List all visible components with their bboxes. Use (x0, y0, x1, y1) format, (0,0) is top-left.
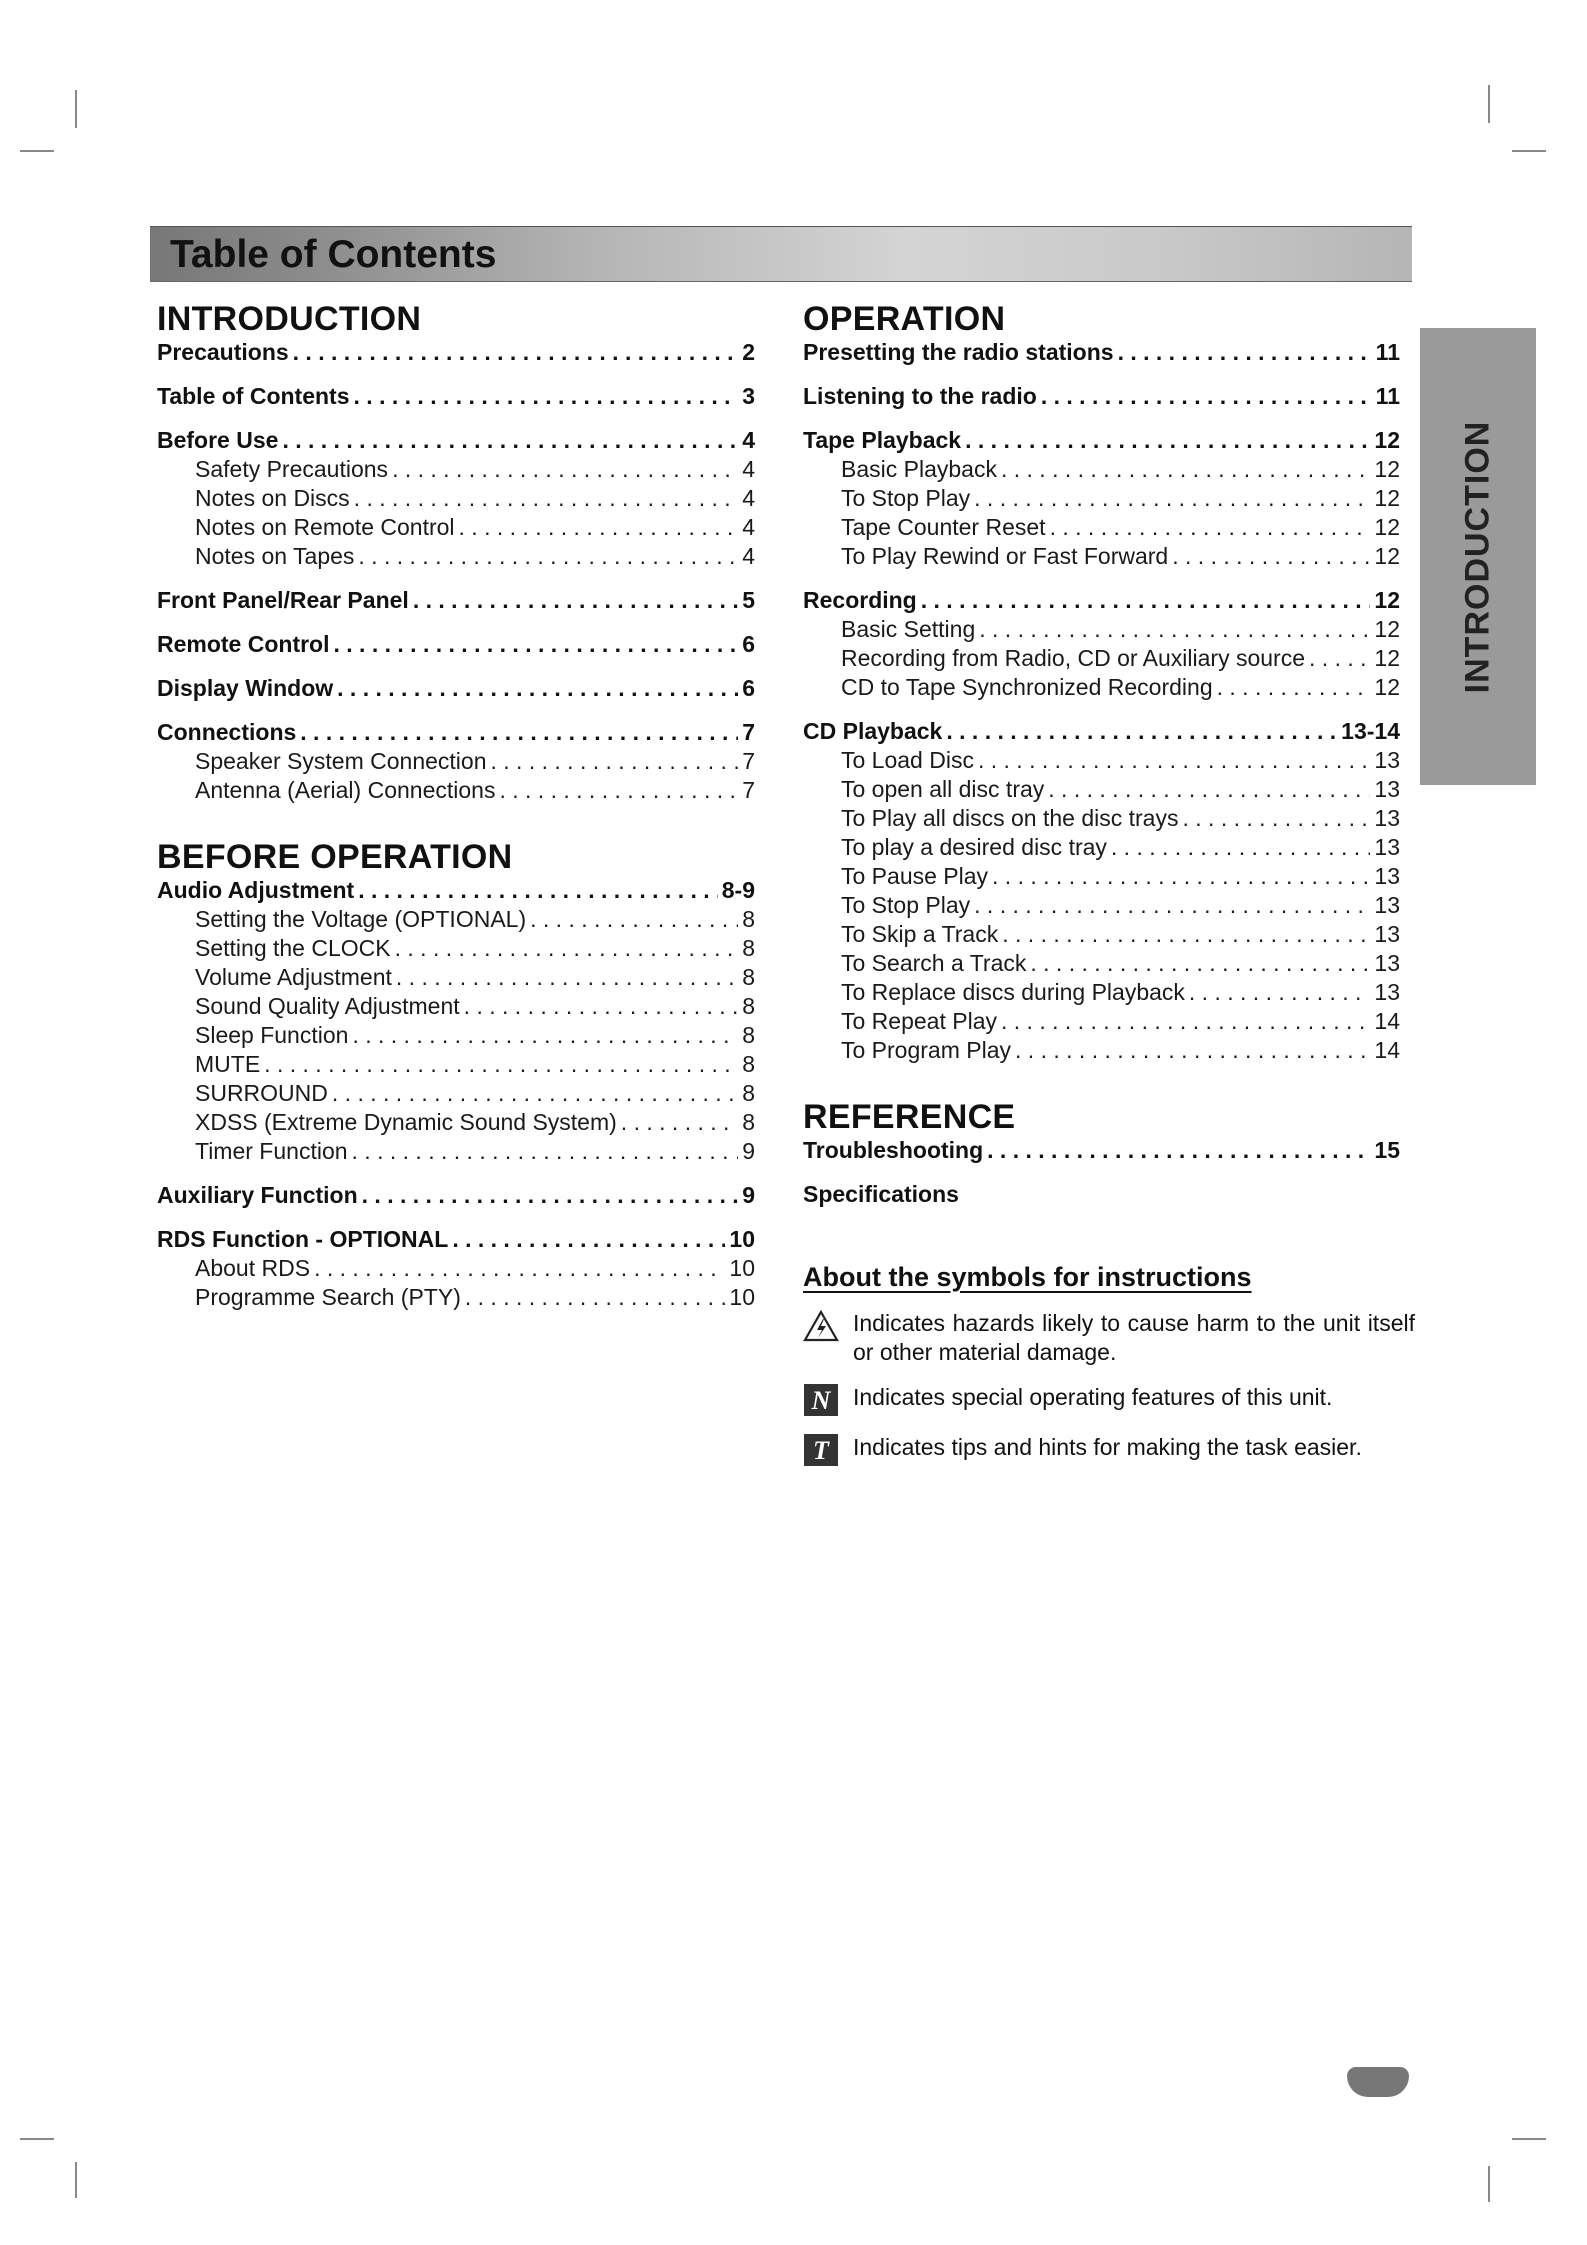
entry-label: Precautions (157, 339, 289, 365)
entry-page-number: 11 (1375, 383, 1400, 409)
dot-leader (452, 1226, 725, 1253)
toc-subentry[interactable] (157, 1022, 755, 1051)
toc-subentry[interactable] (157, 485, 755, 514)
entry-label: To Stop Play (841, 892, 971, 918)
page-number-tab (1347, 2067, 1409, 2097)
tip-icon (803, 1433, 839, 1467)
entry-page-number: 4 (742, 543, 755, 569)
entry-page-number: 5 (742, 587, 755, 613)
toc-subentry[interactable] (157, 993, 755, 1022)
dot-leader (464, 993, 739, 1020)
entry-page-number: 4 (742, 427, 755, 453)
entry-label: Notes on Remote Control (195, 514, 455, 540)
entry-label: To Play Rewind or Fast Forward (841, 543, 1169, 569)
section-spacer (803, 1066, 1400, 1098)
toc-subentry[interactable] (157, 906, 755, 935)
toc-subentry[interactable] (157, 935, 755, 964)
entry-label: Auxiliary Function (157, 1182, 358, 1208)
dot-leader (1002, 921, 1370, 948)
entry-page-number: 8 (742, 935, 755, 961)
entry-label: To Load Disc (841, 747, 974, 773)
entry-label: Table of Contents (157, 383, 350, 409)
entry-page-number: 10 (729, 1284, 755, 1310)
entry-page-number: 13 (1374, 747, 1400, 773)
entry-page-number: 6 (742, 631, 755, 657)
crop-mark (75, 2162, 77, 2198)
warning-triangle-icon (803, 1309, 839, 1343)
toc-subentry[interactable] (803, 1008, 1400, 1037)
toc-entry[interactable] (157, 427, 755, 456)
entry-label: Connections (157, 719, 297, 745)
toc-list (803, 1137, 1400, 1210)
entry-label: To Search a Track (841, 950, 1027, 976)
entry-page-number: 11 (1375, 339, 1400, 365)
toc-subentry[interactable] (157, 514, 755, 543)
toc-subentry[interactable] (157, 1284, 755, 1313)
symbol-row (803, 1383, 1415, 1417)
page-title: Table of Contents (170, 233, 497, 276)
dot-leader (921, 587, 1371, 614)
entry-page-number: 12 (1374, 456, 1400, 482)
entry-spacer (157, 412, 755, 427)
dot-leader (352, 1022, 738, 1049)
toc-entry[interactable] (803, 1137, 1400, 1166)
dot-leader (395, 935, 739, 962)
crop-mark (1512, 2138, 1546, 2140)
entry-label: Recording from Radio, CD or Auxiliary source (841, 645, 1306, 671)
dot-leader (354, 383, 739, 410)
entry-label: To Repeat Play (841, 1008, 997, 1034)
section-heading: OPERATION (803, 300, 1006, 338)
entry-label: Audio Adjustment (157, 877, 355, 903)
dot-leader (337, 675, 738, 702)
dot-leader (358, 877, 718, 904)
entry-label: Timer Function (195, 1138, 348, 1164)
entry-label: Basic Playback (841, 456, 997, 482)
entry-page-number: 2 (742, 339, 755, 365)
toc-subentry[interactable] (803, 747, 1400, 776)
entry-page-number: 8 (742, 1109, 755, 1135)
entry-label: Display Window (157, 675, 334, 701)
toc-entry[interactable] (157, 631, 755, 660)
entry-page-number: 13 (1374, 834, 1400, 860)
symbol-description: Indicates tips and hints for making the task easier. (853, 1434, 1362, 1460)
entry-spacer (157, 368, 755, 383)
entry-page-number: 10 (729, 1226, 755, 1252)
entry-label: Setting the CLOCK (195, 935, 391, 961)
dot-leader (293, 339, 739, 366)
dot-leader (1001, 456, 1370, 483)
toc-subentry[interactable] (803, 805, 1400, 834)
toc-subentry[interactable] (157, 1109, 755, 1138)
entry-page-number: 14 (1374, 1037, 1400, 1063)
entry-label: Speaker System Connection (195, 748, 487, 774)
toc-subentry[interactable] (803, 1037, 1400, 1066)
toc-subentry[interactable] (157, 964, 755, 993)
dot-leader (1111, 834, 1371, 861)
dot-leader (987, 1137, 1370, 1164)
toc-entry[interactable] (157, 339, 755, 368)
section-spacer (157, 806, 755, 838)
entry-spacer (803, 572, 1400, 587)
dot-leader (1001, 1008, 1370, 1035)
toc-entry[interactable] (803, 1181, 1400, 1210)
dot-leader (1217, 674, 1371, 701)
entry-page-number: 10 (729, 1255, 755, 1281)
dot-leader (1041, 383, 1372, 410)
dot-leader (1015, 1037, 1370, 1064)
entry-page-number: 8 (742, 993, 755, 1019)
entry-page-number: 8 (742, 964, 755, 990)
entry-label: SURROUND (195, 1080, 328, 1106)
entry-spacer (157, 660, 755, 675)
entry-page-number: 13 (1374, 805, 1400, 831)
toc-entry[interactable] (803, 383, 1400, 412)
svg-text:N: N (811, 1386, 831, 1415)
entry-page-number: 8 (742, 1080, 755, 1106)
note-icon (803, 1383, 839, 1417)
entry-page-number: 8 (742, 1022, 755, 1048)
entry-label: Sound Quality Adjustment (195, 993, 460, 1019)
section-heading: BEFORE OPERATION (157, 838, 513, 876)
toc-subentry[interactable] (803, 979, 1400, 1008)
entry-label: To Stop Play (841, 485, 971, 511)
crop-mark (20, 2138, 54, 2140)
dot-leader (530, 906, 738, 933)
entry-page-number: 12 (1374, 616, 1400, 642)
entry-page-number: 13 (1374, 921, 1400, 947)
toc-entry[interactable] (157, 1182, 755, 1211)
entry-page-number: 13 (1374, 892, 1400, 918)
entry-label: Safety Precautions (195, 456, 389, 482)
symbol-description: Indicates special operating features of this unit. (853, 1384, 1333, 1410)
toc-subentry[interactable] (157, 1138, 755, 1167)
dot-leader (946, 718, 1337, 745)
entry-page-number: 7 (742, 777, 755, 803)
toc-subentry[interactable] (157, 748, 755, 777)
toc-subentry[interactable] (803, 616, 1400, 645)
crop-mark (20, 150, 54, 152)
entry-label: To play a desired disc tray (841, 834, 1107, 860)
entry-page-number: 6 (742, 675, 755, 701)
entry-page-number: 12 (1374, 427, 1400, 453)
toc-subentry[interactable] (803, 485, 1400, 514)
dot-leader (1118, 339, 1372, 366)
entry-label: Front Panel/Rear Panel (157, 587, 409, 613)
entry-page-number: 15 (1374, 1137, 1400, 1163)
toc-subentry[interactable] (803, 456, 1400, 485)
entry-label: Notes on Tapes (195, 543, 355, 569)
entry-page-number: 9 (742, 1182, 755, 1208)
entry-label: CD to Tape Synchronized Recording (841, 674, 1213, 700)
entry-spacer (803, 368, 1400, 383)
dot-leader (465, 1284, 726, 1311)
toc-subentry[interactable] (803, 543, 1400, 572)
entry-page-number: 13 (1374, 776, 1400, 802)
dot-leader (491, 748, 739, 775)
dot-leader (282, 427, 738, 454)
dot-leader (362, 1182, 739, 1209)
dot-leader (300, 719, 738, 746)
symbol-row (803, 1433, 1415, 1467)
toc-subentry[interactable] (157, 1255, 755, 1284)
entry-label: To Program Play (841, 1037, 1012, 1063)
entry-label: To open all disc tray (841, 776, 1045, 802)
entry-page-number: 12 (1374, 543, 1400, 569)
entry-label: Setting the Voltage (OPTIONAL) (195, 906, 527, 932)
toc-subentry[interactable] (157, 777, 755, 806)
toc-subentry[interactable] (803, 674, 1400, 703)
toc-subentry[interactable] (803, 892, 1400, 921)
entry-page-number: 12 (1374, 485, 1400, 511)
entry-spacer (803, 703, 1400, 718)
entry-page-number: 4 (742, 456, 755, 482)
symbols-heading: About the symbols for instructions (803, 1262, 1252, 1292)
entry-spacer (157, 1167, 755, 1182)
entry-page-number: 7 (742, 719, 755, 745)
dot-leader (334, 631, 739, 658)
entry-label: Recording (803, 587, 917, 613)
entry-page-number: 7 (742, 748, 755, 774)
entry-label: To Pause Play (841, 863, 989, 889)
entry-page-number: 13 (1374, 979, 1400, 1005)
title-bar (150, 226, 1412, 282)
toc-list (803, 339, 1400, 1066)
dot-leader (396, 964, 738, 991)
toc-subentry[interactable] (157, 1051, 755, 1080)
entry-page-number: 13 (1374, 950, 1400, 976)
svg-text:T: T (813, 1436, 829, 1465)
toc-subentry[interactable] (157, 1080, 755, 1109)
toc-entry[interactable] (803, 718, 1400, 747)
toc-list (157, 877, 755, 1313)
entry-page-number: 4 (742, 514, 755, 540)
dot-leader (974, 892, 1370, 919)
dot-leader (332, 1080, 738, 1107)
toc-entry[interactable] (157, 675, 755, 704)
entry-spacer (157, 704, 755, 719)
entry-label: MUTE (195, 1051, 261, 1077)
entry-label: Listening to the radio (803, 383, 1037, 409)
entry-spacer (157, 572, 755, 587)
entry-label: Antenna (Aerial) Connections (195, 777, 496, 803)
entry-label: XDSS (Extreme Dynamic Sound System) (195, 1109, 617, 1135)
entry-spacer (803, 1166, 1400, 1181)
dot-leader (1048, 776, 1370, 803)
toc-subentry[interactable] (803, 863, 1400, 892)
crop-mark (75, 90, 77, 128)
toc-subentry[interactable] (157, 543, 755, 572)
entry-label: Specifications (803, 1181, 959, 1207)
section-heading: INTRODUCTION (157, 300, 422, 338)
dot-leader (1050, 514, 1371, 541)
dot-leader (392, 456, 738, 483)
dot-leader (1189, 979, 1371, 1006)
crop-mark (1488, 2166, 1490, 2202)
dot-leader (1182, 805, 1370, 832)
dot-leader (499, 777, 738, 804)
entry-page-number: 8 (742, 1051, 755, 1077)
dot-leader (992, 863, 1370, 890)
entry-label: Presetting the radio stations (803, 339, 1114, 365)
dot-leader (264, 1051, 738, 1078)
dot-leader (314, 1255, 725, 1282)
section-heading: REFERENCE (803, 1098, 1016, 1136)
toc-subentry[interactable] (803, 514, 1400, 543)
entry-spacer (157, 1211, 755, 1226)
entry-page-number: 9 (742, 1138, 755, 1164)
dot-leader (1030, 950, 1370, 977)
symbol-description: Indicates hazards likely to cause harm to the unit itself or other material damage. (853, 1310, 1415, 1365)
toc-entry[interactable] (803, 339, 1400, 368)
crop-mark (1488, 85, 1490, 123)
toc-entry[interactable] (157, 719, 755, 748)
entry-page-number: 13-14 (1341, 718, 1400, 744)
entry-label: Basic Setting (841, 616, 976, 642)
symbol-row (803, 1309, 1415, 1367)
entry-label: Remote Control (157, 631, 330, 657)
entry-label: To Skip a Track (841, 921, 999, 947)
toc-list (157, 339, 755, 806)
dot-leader (352, 1138, 739, 1165)
dot-leader (979, 616, 1370, 643)
toc-entry[interactable] (157, 383, 755, 412)
side-tab-label: INTRODUCTION (1458, 420, 1497, 693)
toc-subentry[interactable] (803, 645, 1400, 674)
entry-label: Notes on Discs (195, 485, 350, 511)
dot-leader (974, 485, 1370, 512)
entry-page-number: 3 (742, 383, 755, 409)
section-side-tab (1420, 328, 1536, 785)
entry-label: RDS Function - OPTIONAL (157, 1226, 449, 1252)
entry-page-number: 8 (742, 906, 755, 932)
dot-leader (1172, 543, 1370, 570)
dot-leader (459, 514, 739, 541)
entry-label: Programme Search (PTY) (195, 1284, 461, 1310)
entry-label: Sleep Function (195, 1022, 349, 1048)
toc-right-column (803, 300, 1400, 1210)
toc-subentry[interactable] (803, 950, 1400, 979)
toc-entry[interactable] (803, 427, 1400, 456)
toc-subentry[interactable] (803, 921, 1400, 950)
dot-leader (413, 587, 738, 614)
entry-label: About RDS (195, 1255, 311, 1281)
entry-label: To Play all discs on the disc trays (841, 805, 1179, 831)
entry-label: Tape Playback (803, 427, 962, 453)
toc-subentry[interactable] (803, 834, 1400, 863)
toc-left-column (157, 300, 755, 1313)
dot-leader (1309, 645, 1370, 672)
entry-page-number: 12 (1374, 645, 1400, 671)
dot-leader (965, 427, 1370, 454)
crop-mark (1512, 150, 1546, 152)
symbols-section (803, 1262, 1415, 1483)
toc-entry[interactable] (157, 1226, 755, 1255)
entry-label: Before Use (157, 427, 279, 453)
dot-leader (358, 543, 738, 570)
entry-page-number: 12 (1374, 674, 1400, 700)
entry-page-number: 12 (1374, 587, 1400, 613)
dot-leader (354, 485, 739, 512)
entry-label: Tape Counter Reset (841, 514, 1046, 540)
toc-entry[interactable] (157, 877, 755, 906)
entry-label: Troubleshooting (803, 1137, 984, 1163)
entry-label: Volume Adjustment (195, 964, 392, 990)
dot-leader (978, 747, 1370, 774)
entry-label: To Replace discs during Playback (841, 979, 1185, 1005)
toc-entry[interactable] (157, 587, 755, 616)
entry-page-number: 8-9 (721, 877, 755, 903)
entry-page-number: 13 (1374, 863, 1400, 889)
toc-subentry[interactable] (157, 456, 755, 485)
toc-subentry[interactable] (803, 776, 1400, 805)
entry-spacer (157, 616, 755, 631)
entry-label: CD Playback (803, 718, 943, 744)
entry-spacer (803, 412, 1400, 427)
entry-page-number: 12 (1374, 514, 1400, 540)
entry-page-number: 14 (1374, 1008, 1400, 1034)
dot-leader (621, 1109, 738, 1136)
entry-page-number: 4 (742, 485, 755, 511)
toc-entry[interactable] (803, 587, 1400, 616)
